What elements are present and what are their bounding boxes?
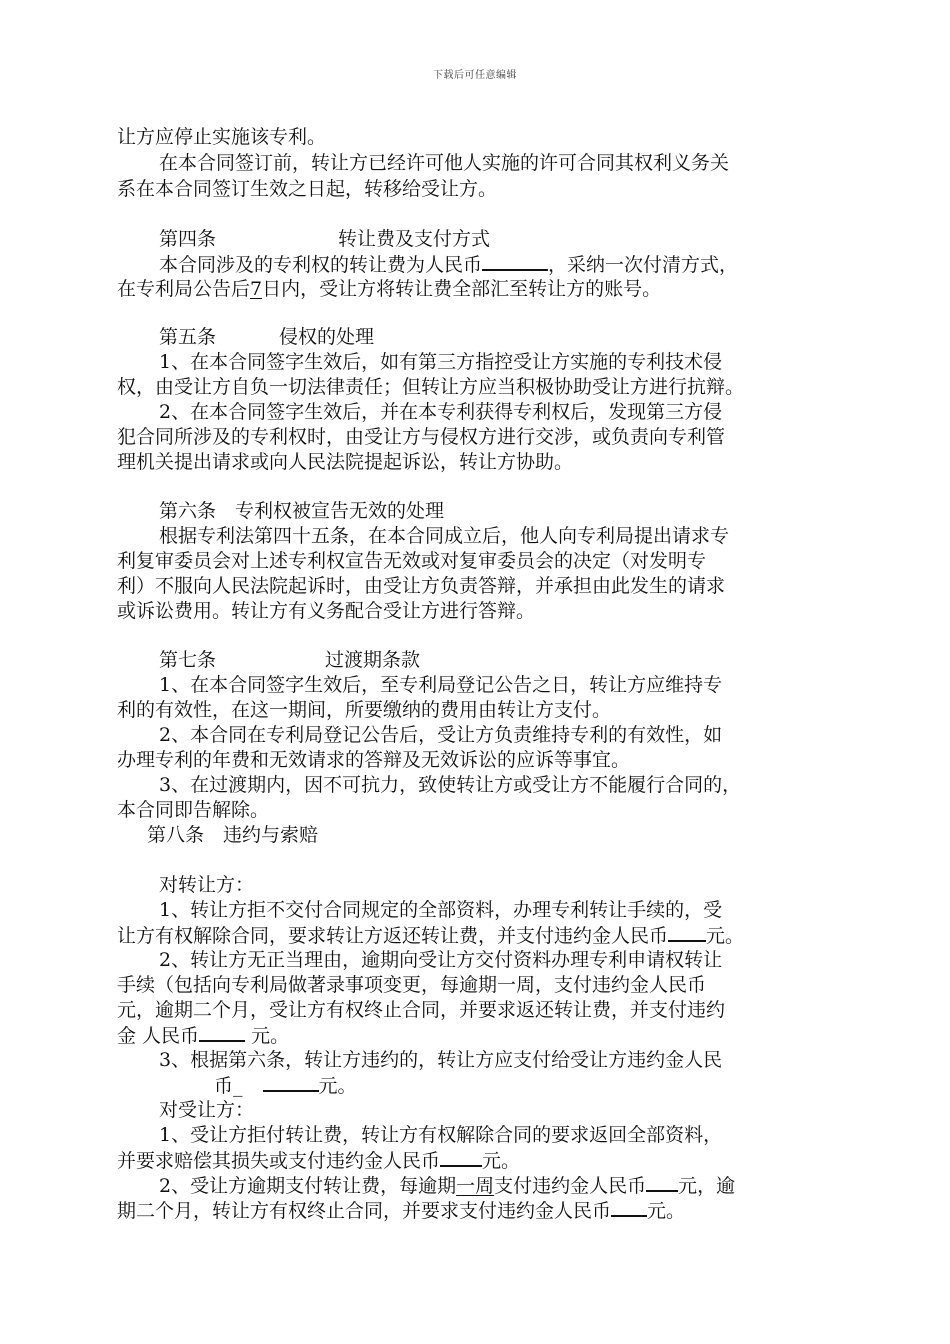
text-line: 1、在本合同签字生效后，至专利局登记公告之日，转让方应维持专: [159, 674, 723, 696]
text-line: 期二个月，转让方有权终止合同，并要求支付违约金人民币 元。: [117, 1197, 685, 1223]
amount-blank: [611, 1197, 647, 1217]
article-7-title: 过渡期条款: [325, 649, 421, 671]
text-line: 或诉讼费用。转让方有义务配合受让方进行答辩。: [117, 600, 536, 622]
article-5-title: 侵权的处理: [279, 326, 375, 348]
text-line: 让方应停止实施该专利。: [117, 126, 327, 148]
text-line: 让方有权解除合同，要求转让方返还转让费，并支付违约金人民币 元。: [117, 922, 744, 948]
article-5-number: 第五条: [159, 326, 217, 348]
text-line: 本合同涉及的专利权的转让费为人民币 ，采纳一次付清方式，: [159, 251, 738, 277]
text-line: 犯合同所涉及的专利权时，由受让方与侵权方进行交涉，或负责向专利管: [117, 426, 726, 448]
text-line: 币_ 元。: [214, 1072, 357, 1098]
text-line: 利的有效性，在这一期间，所要缴纳的费用由转让方支付。: [117, 699, 612, 721]
article-4-title: 转让费及支付方式: [338, 228, 491, 250]
subheading-transferor: 对转让方：: [159, 874, 255, 896]
text-line: 1、受让方拒付转让费，转让方有权解除合同的要求返回全部资料，: [159, 1124, 723, 1146]
amount-blank: [646, 1172, 678, 1192]
text-line: 根据专利法第四十五条，在本合同成立后，他人向专利局提出请求专: [159, 525, 730, 547]
amount-blank: [199, 1022, 245, 1042]
text-line: 1、转让方拒不交付合同规定的全部资料，办理专利转让手续的，受: [159, 899, 723, 921]
text-line: 办理专利的年费和无效请求的答辩及无效诉讼的应诉等事宜。: [117, 749, 631, 771]
article-6-heading: 第六条 专利权被宣告无效的处理: [159, 500, 445, 522]
text-line: 2、本合同在专利局登记公告后，受让方负责维持专利的有效性，如: [159, 724, 723, 746]
text-line: 本合同即告解除。: [117, 799, 270, 821]
article-4-number: 第四条: [159, 228, 217, 250]
amount-blank: [482, 251, 548, 271]
text-line: 2、在本合同签字生效后，并在本专利获得专利权后，发现第三方侵: [159, 401, 723, 423]
text-line: 3、在过渡期内，因不可抗力，致使转让方或受让方不能履行合同的，: [159, 774, 742, 796]
text-line: 3、根据第六条，转让方违约的，转让方应支付给受让方违约金人民: [159, 1049, 723, 1071]
text-line: 1、在本合同签字生效后，如有第三方指控受让方实施的专利技术侵: [159, 351, 723, 373]
amount-blank: [668, 922, 706, 942]
text-line: 在专利局公告后7日内，受让方将转让费全部汇至转让方的账号。: [117, 278, 662, 300]
article-8-heading: 第八条 违约与索赔: [147, 824, 319, 846]
text-line: 系在本合同签订生效之日起，转移给受让方。: [117, 178, 498, 200]
text-line: 权，由受让方自负一切法律责任；但转让方应当积极协助受让方进行抗辩。: [117, 376, 745, 398]
amount-blank: [440, 1147, 482, 1167]
text-line: 金 人民币 元。: [117, 1022, 289, 1048]
text-line: 理机关提出请求或向人民法院提起诉讼，转让方协助。: [117, 451, 574, 473]
text-line: 手续（包括向专利局做著录事项变更，每逾期一周，支付违约金人民币: [117, 974, 707, 996]
text-line: 在本合同签订前，转让方已经许可他人实施的许可合同其权利义务关: [159, 152, 730, 174]
text-line: 利复审委员会对上述专利权宣告无效或对复审委员会的决定（对发明专: [117, 550, 707, 572]
text-line: 元，逾期二个月，受让方有权终止合同，并要求返还转让费，并支付违约: [117, 999, 726, 1021]
amount-blank: [263, 1072, 319, 1092]
days-value: 7: [250, 278, 263, 300]
text-line: 2、转让方无正当理由，逾期向受让方交付资料办理专利申请权转让: [159, 949, 723, 971]
text-line: 并要求赔偿其损失或支付违约金人民币 元。: [117, 1147, 520, 1173]
article-7-number: 第七条: [159, 649, 217, 671]
text-line: 利）不服向人民法院起诉时，由受让方负责答辩，并承担由此发生的请求: [117, 575, 726, 597]
text-line: 2、受让方逾期支付转让费，每逾期一周支付违约金人民币 元，逾: [159, 1172, 735, 1198]
page-header: 下载后可任意编辑: [433, 70, 517, 81]
subheading-transferee: 对受让方：: [159, 1099, 255, 1121]
